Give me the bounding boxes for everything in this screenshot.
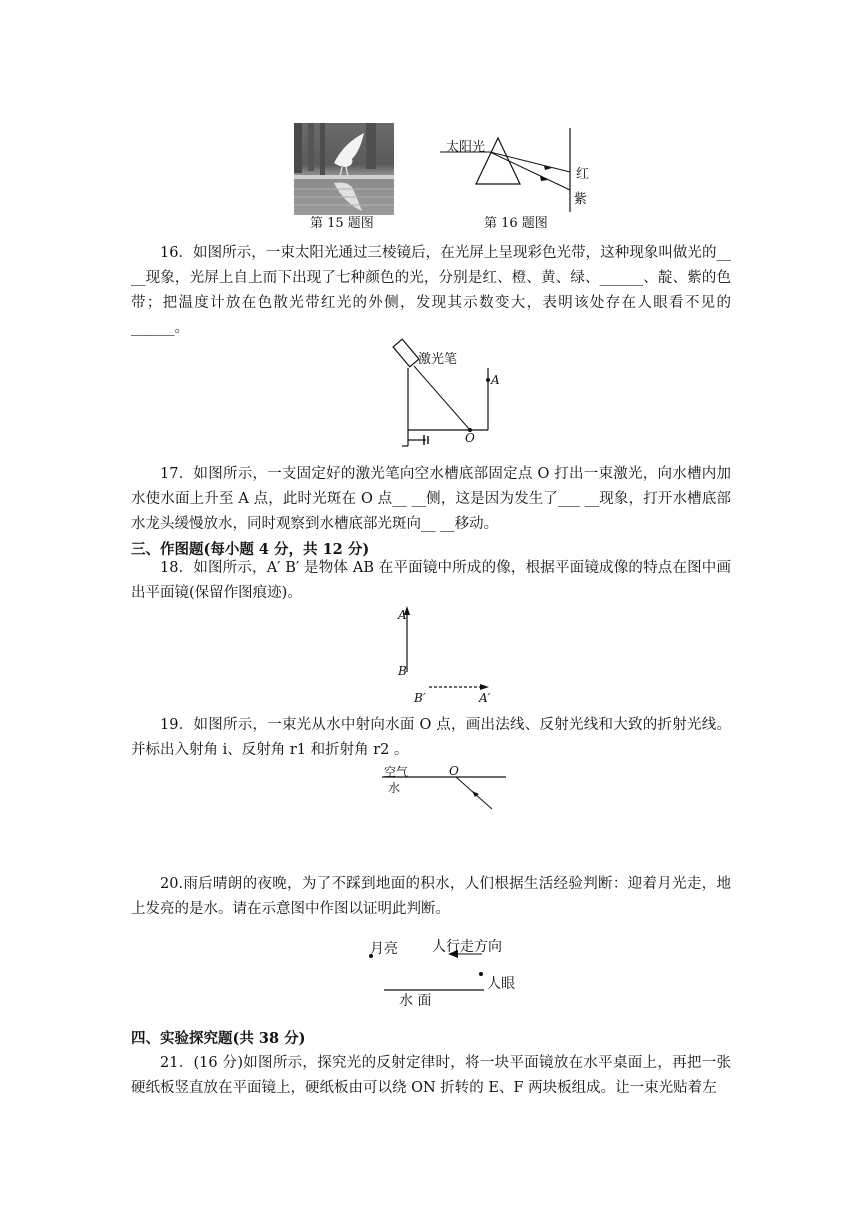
point-b-prime-18: B′ — [414, 691, 426, 705]
point-b-18: B — [398, 664, 407, 678]
heron-photo-image — [294, 123, 394, 215]
section-3-title: 三、作图题(每小题 4 分，共 12 分) — [131, 541, 370, 558]
walking-direction-label: 人行走方向 — [432, 939, 502, 955]
question-20: 20.雨后晴朗的夜晚，为了不踩到地面的积水，人们根据生活经验判断：迎着月光走，地上发亮的是水。请在示意图中作图以证明此判断。 — [131, 876, 731, 917]
question-18: 18．如图所示，A′ B′ 是物体 AB 在平面镜中所成的像，根据平面镜成像的特点在图中画出平面镜(保留作图痕迹)。 — [131, 560, 731, 601]
question-19: 19．如图所示，一束光从水中射向水面 O 点，画出法线、反射光线和大致的折射光线。并标出入射角 i、反射角 r1 和折射角 r2 。 — [131, 717, 731, 758]
point-o-19: O — [449, 764, 459, 778]
question-16: 16．如图所示，一束太阳光通过三棱镜后，在光屏上呈现彩色光带，这种现象叫做光的__ __现象，光屏上自上而下出现了七种颜色的光，分别是红、橙、黄、绿、______、靛、紫的色带；把温度计放在色散光带红光的外侧，发现其示数变大，表明该处存在人眼看不见的______。 — [131, 245, 731, 336]
water-label: 水 — [388, 781, 401, 795]
point-a-18: A — [398, 608, 407, 622]
moon-label: 月亮 — [370, 941, 398, 957]
laser-pen-label: 激光笔 — [418, 352, 458, 367]
air-label: 空气 — [384, 765, 409, 779]
point-a-prime-18: A′ — [479, 691, 491, 705]
point-a-label: A — [491, 373, 500, 387]
figure-15-photo — [294, 123, 394, 215]
question-17: 17．如图所示，一支固定好的激光笔向空水槽底部固定点 O 打出一束激光，向水槽内加水使水面上升至 A 点，此时光斑在 O 点__ __侧，这是因为发生了___ __现象，打开水槽底部水龙头缓慢放水，同时观察到水槽底部光斑向__ __移动。 — [131, 466, 731, 532]
figure-16-caption: 第 16 题图 — [484, 216, 548, 231]
violet-label: 紫 — [574, 192, 588, 207]
section-4-title: 四、实验探究题(共 38 分) — [131, 1030, 306, 1047]
water-surface-label: 水 面 — [399, 993, 432, 1009]
sunlight-label: 太阳光 — [446, 140, 486, 155]
red-label: 红 — [576, 167, 590, 182]
eye-label: 人眼 — [487, 976, 515, 992]
point-o-label: O — [465, 431, 475, 445]
figure-15-caption: 第 15 题图 — [310, 216, 374, 231]
question-21: 21．(16 分)如图所示，探究光的反射定律时，将一块平面镜放在水平桌面上，再把一张硬纸板竖直放在平面镜上，硬纸板由可以绕 ON 折转的 E、F 两块板组成。让一束光贴着左 — [131, 1055, 731, 1096]
